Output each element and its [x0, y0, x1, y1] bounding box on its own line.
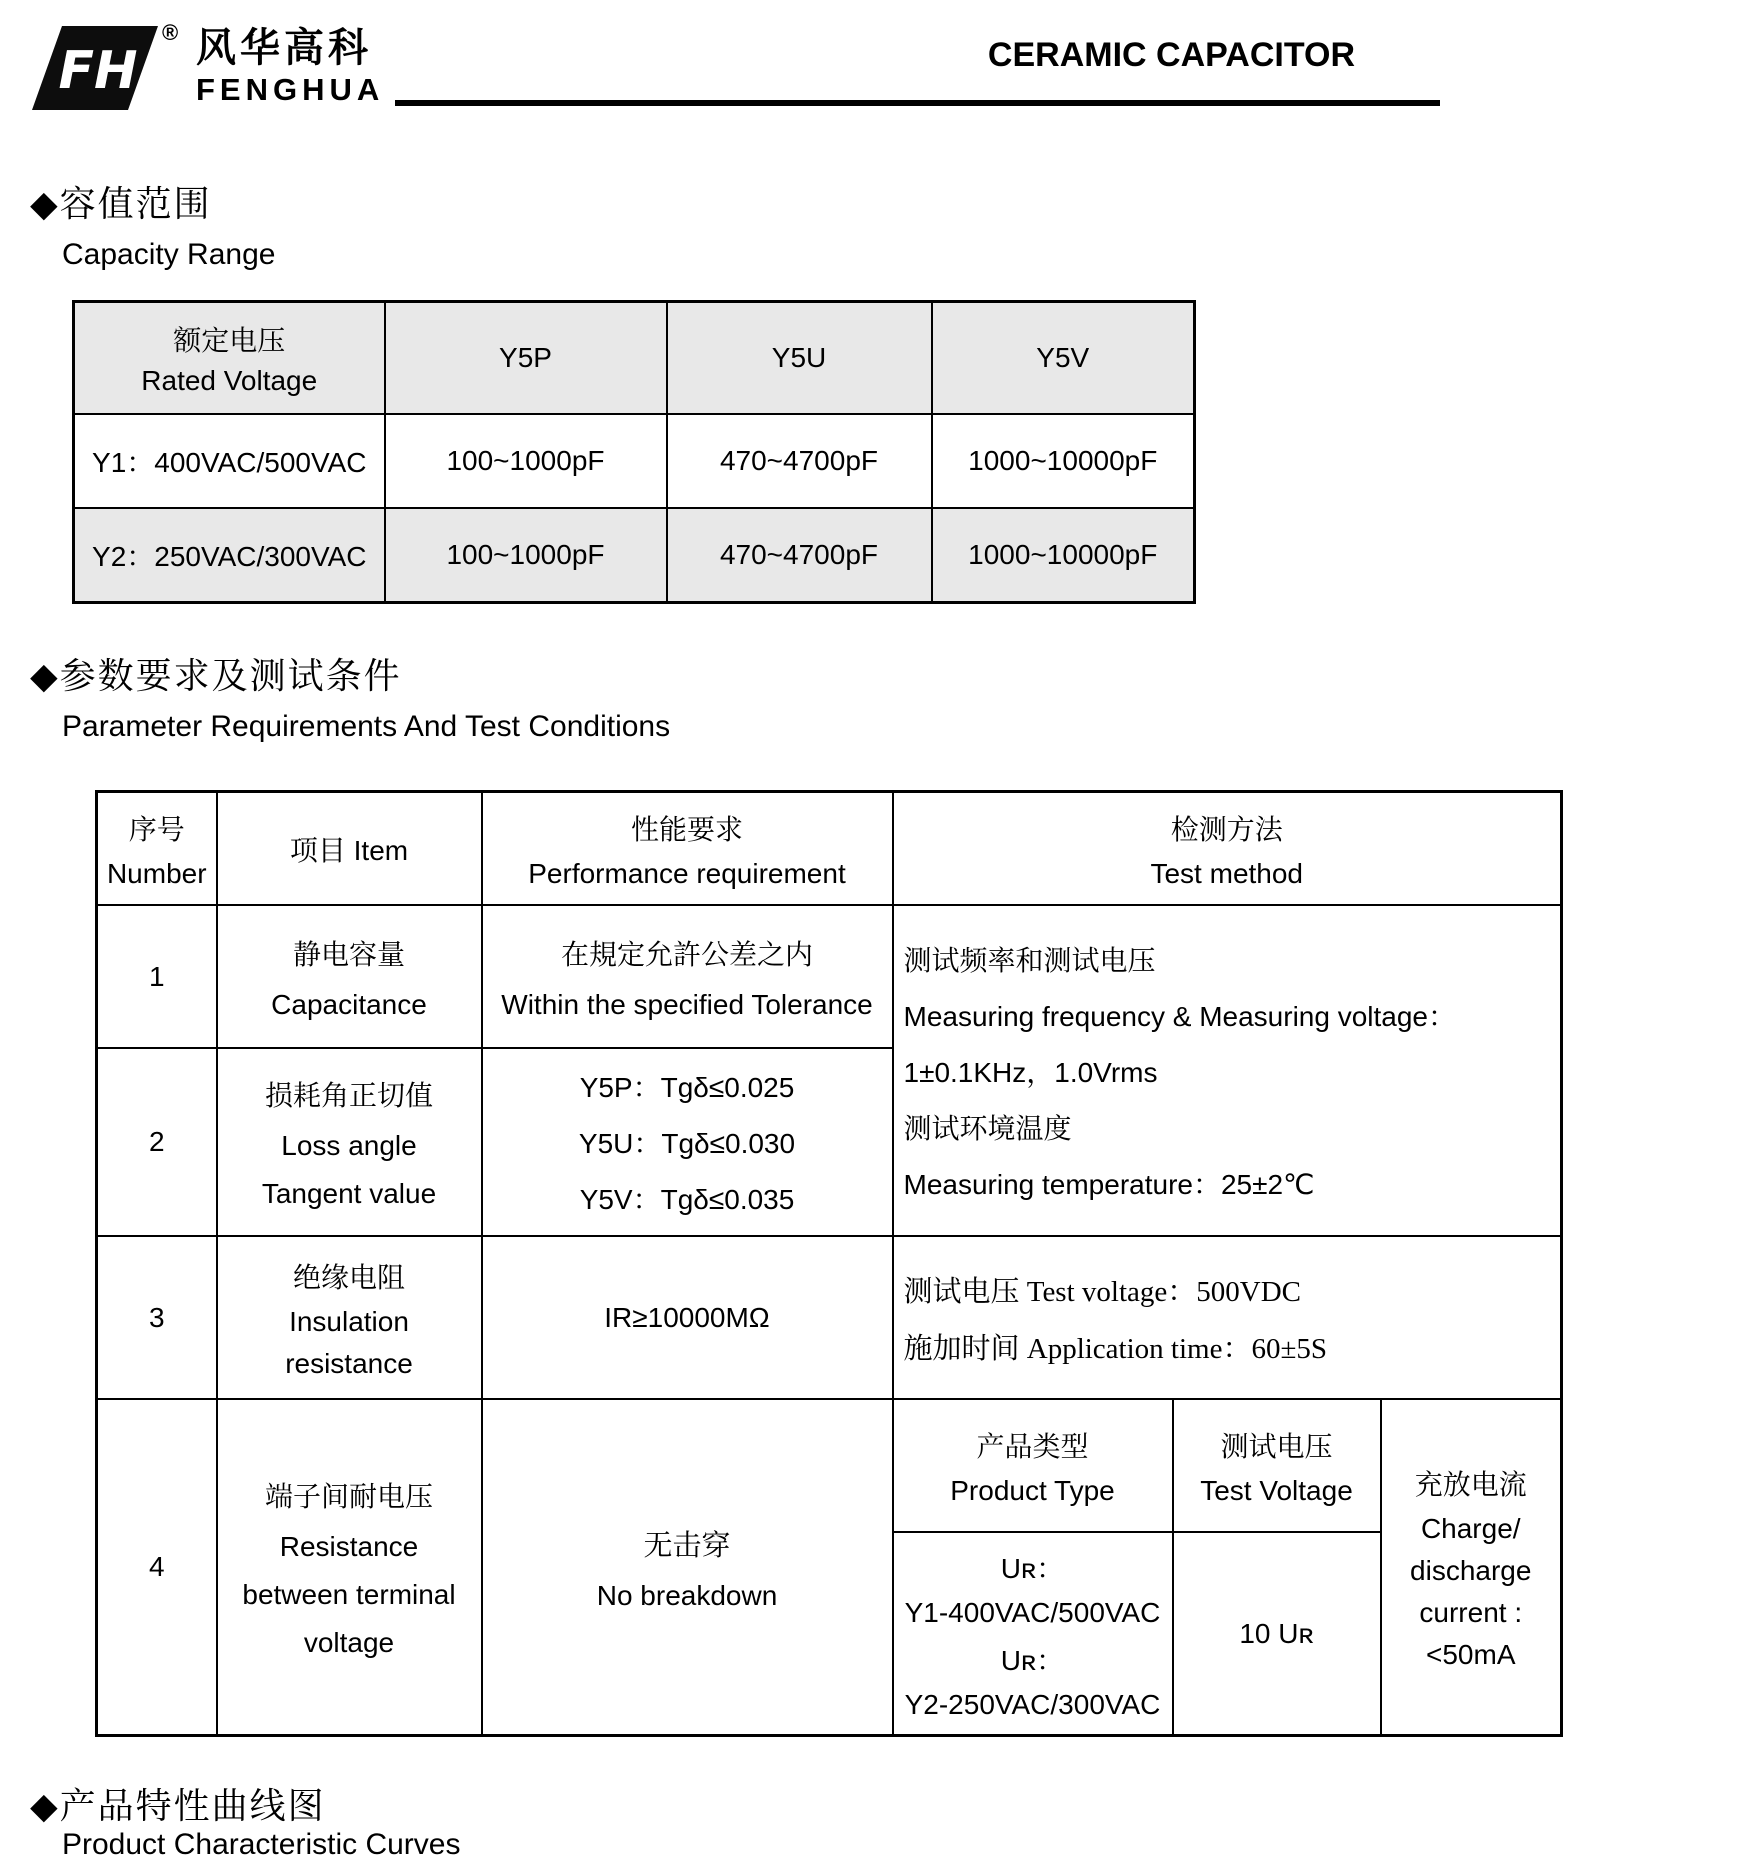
svg-text:FH: FH — [58, 41, 138, 101]
header-y5p: Y5P — [385, 302, 667, 415]
cell-item-capacitance: 静电容量 Capacitance — [217, 905, 482, 1048]
header-rated-voltage: 额定电压 Rated Voltage — [74, 302, 385, 415]
page-title: CERAMIC CAPACITOR — [987, 36, 1355, 74]
table-header-row — [97, 792, 1562, 906]
header-y5v: Y5V — [932, 302, 1195, 415]
cell-y5u-range: 470~4700pF — [667, 508, 932, 603]
cell-y5v-range: 1000~10000pF — [932, 414, 1195, 508]
cell-product-type-header: 产品类型 Product Type — [893, 1399, 1173, 1532]
cell-test-voltage-header: 测试电压 Test Voltage — [1173, 1399, 1381, 1532]
header-test-method: 检测方法 Test method — [893, 792, 1562, 906]
cell-item-terminal-voltage: 端子间耐电压 Resistance between terminal voltage — [217, 1399, 482, 1736]
cell-y5p-range: 100~1000pF — [385, 414, 667, 508]
cell-performance-loss-angle: Y5P：Tgδ≤0.025 Y5U：Tgδ≤0.030 Y5V：Tgδ≤0.035 — [482, 1048, 893, 1236]
cell-performance-no-breakdown: 无击穿 No breakdown — [482, 1399, 893, 1736]
curves-heading-cn: ◆产品特性曲线图 — [30, 1785, 326, 1826]
capacity-range-table — [72, 300, 1193, 604]
brand-name-cn: 风华高科 — [196, 26, 372, 70]
header-item: 项目 Item — [217, 792, 482, 906]
cell-rated-voltage: Y2：250VAC/300VAC — [74, 508, 385, 603]
table-row — [97, 1236, 1562, 1399]
cell-number: 1 — [97, 905, 217, 1048]
table-row — [97, 905, 1562, 1048]
header-number: 序号 Number — [97, 792, 217, 906]
cell-charge-discharge-current: 充放电流 Charge/ discharge current : <50mA — [1381, 1399, 1562, 1736]
cell-performance-capacitance: 在規定允許公差之内 Within the specified Tolerance — [482, 905, 893, 1048]
cell-rated-voltage: Y1：400VAC/500VAC — [74, 414, 385, 508]
cell-method-insulation: 测试电压 Test voltage：500VDC 施加时间 Application time：60±5S — [893, 1236, 1562, 1399]
cell-performance-insulation: IR≥10000MΩ — [482, 1236, 893, 1399]
cell-number: 3 — [97, 1236, 217, 1399]
cell-number: 4 — [97, 1399, 217, 1736]
cell-y5p-range: 100~1000pF — [385, 508, 667, 603]
cell-product-type-values: Uʀ： Y1-400VAC/500VAC Uʀ： Y2-250VAC/300VAC — [893, 1532, 1173, 1736]
cell-number: 2 — [97, 1048, 217, 1236]
table-row — [74, 508, 1195, 603]
cell-y5v-range: 1000~10000pF — [932, 508, 1195, 603]
cell-test-voltage-value: 10 Uʀ — [1173, 1532, 1381, 1736]
brand-block — [196, 28, 384, 105]
cell-method-measuring: 测试频率和测试电压 Measuring frequency & Measuring voltage： 1±0.1KHz，1.0Vrms 测试环境温度 Measuring temperature：25±2℃ — [893, 905, 1562, 1236]
parameter-heading-cn: ◆参数要求及测试条件 — [30, 655, 402, 696]
header-y5u: Y5U — [667, 302, 932, 415]
registered-trademark-icon: ® — [162, 20, 179, 45]
table-header-row — [74, 302, 1195, 415]
fenghua-logo-icon — [32, 26, 158, 110]
capacity-range-heading-cn: ◆容值范围 — [30, 183, 212, 224]
curves-heading-en: Product Characteristic Curves — [62, 1828, 461, 1861]
parameter-heading-en: Parameter Requirements And Test Conditions — [62, 710, 671, 743]
table-row — [74, 414, 1195, 508]
cell-item-insulation: 绝缘电阻 Insulation resistance — [217, 1236, 482, 1399]
parameter-requirements-table — [95, 790, 1560, 1737]
brand-name-en: FENGHUA — [196, 72, 385, 107]
table-row — [97, 1399, 1562, 1532]
header-performance: 性能要求 Performance requirement — [482, 792, 893, 906]
capacity-range-heading-en: Capacity Range — [62, 238, 276, 271]
cell-y5u-range: 470~4700pF — [667, 414, 932, 508]
cell-item-loss-angle: 损耗角正切值 Loss angle Tangent value — [217, 1048, 482, 1236]
header-divider — [395, 100, 1440, 106]
